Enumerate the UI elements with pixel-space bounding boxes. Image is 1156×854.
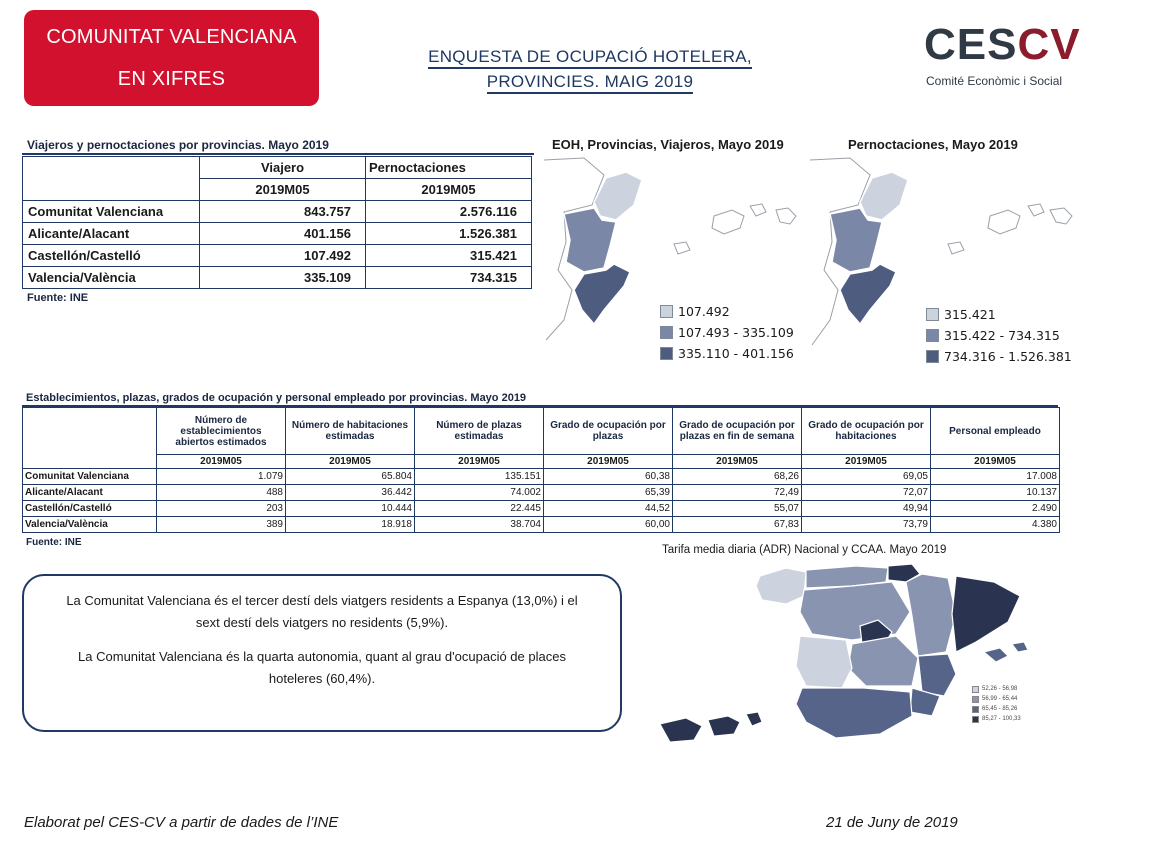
row-label: Comunitat Valenciana [23, 201, 200, 223]
table2-header-row [23, 408, 1060, 455]
period-cell: 2019M05 [415, 455, 544, 469]
summary-note [22, 574, 622, 732]
table-row [23, 267, 532, 289]
col-header-pernoctaciones: Pernoctaciones [366, 157, 532, 179]
table-cell: 10.444 [286, 501, 415, 517]
table-cell: 68,26 [673, 469, 802, 485]
logo-mark-a: CES [924, 20, 1018, 69]
table-cell: 65.804 [286, 469, 415, 485]
adr-navarra-aragon [906, 574, 956, 656]
col-header: Número de plazas estimadas [415, 408, 544, 455]
note-paragraph-2: La Comunitat Valenciana és la quarta autonomia, quant al grau d'ocupació de places hoteleres (60,4%). [78, 649, 566, 686]
col-header: Grado de ocupación por habitaciones [802, 408, 931, 455]
cell-pernoctaciones: 1.526.381 [366, 223, 532, 245]
table-establecimientos [22, 407, 1060, 533]
legend-swatch [926, 308, 939, 321]
row-label: Castellón/Castelló [23, 245, 200, 267]
period-cell: 2019M05 [673, 455, 802, 469]
logo-mark-b: CV [1017, 20, 1081, 69]
cell-viajero: 335.109 [200, 267, 366, 289]
legend-item [972, 694, 1021, 704]
legend-item [926, 346, 1072, 367]
table-cell: 74.002 [415, 485, 544, 501]
col-header: Número de establecimientos abiertos estimados [157, 408, 286, 455]
col-header-viajero: Viajero [200, 157, 366, 179]
legend-swatch [660, 326, 673, 339]
col-header: Grado de ocupación por plazas en fin de semana [673, 408, 802, 455]
adr-valencia [918, 654, 956, 696]
legend-swatch [926, 329, 939, 342]
row-label: Castellón/Castelló [23, 501, 157, 517]
table-cell: 72,49 [673, 485, 802, 501]
table-row [23, 245, 532, 267]
page-title [400, 44, 780, 94]
map2-coast-east [1050, 208, 1072, 224]
col-header: Grado de ocupación por plazas [544, 408, 673, 455]
table-cell: 10.137 [931, 485, 1060, 501]
adr-galicia [756, 568, 806, 604]
table-cell: 203 [157, 501, 286, 517]
table1-rule [22, 153, 534, 155]
map1-title: EOH, Provincias, Viajeros, Mayo 2019 [552, 137, 784, 152]
period-cell: 2019M05 [931, 455, 1060, 469]
adr-map-title: Tarifa media diaria (ADR) Nacional y CCAA. Mayo 2019 [662, 544, 947, 556]
cell-viajero: 401.156 [200, 223, 366, 245]
legend-swatch [660, 347, 673, 360]
legend-label: 85,27 - 100,33 [982, 716, 1021, 722]
legend-label: 52,26 - 56,98 [982, 686, 1018, 692]
table1-title: Viajeros y pernoctaciones por provincias. Mayo 2019 [27, 138, 329, 152]
table-cell: 49,94 [802, 501, 931, 517]
legend-label: 107.493 - 335.109 [678, 325, 794, 340]
table2-source: Fuente: INE [26, 537, 82, 548]
row-label: Valencia/València [23, 267, 200, 289]
map1-coast-east [776, 208, 796, 224]
table-viajeros-pernoctaciones [22, 156, 532, 289]
adr-legend [972, 684, 1021, 724]
table-cell: 44,52 [544, 501, 673, 517]
col-header: Personal empleado [931, 408, 1060, 455]
cescv-logo [924, 18, 1084, 98]
legend-item [660, 343, 794, 364]
cell-viajero: 843.757 [200, 201, 366, 223]
badge-line-1: COMUNITAT VALENCIANA [46, 25, 297, 48]
map1-castellon [594, 172, 642, 220]
legend-item [972, 684, 1021, 694]
header-blank [23, 408, 157, 469]
table-row [23, 223, 532, 245]
legend-label: 65,45 - 85,26 [982, 706, 1018, 712]
legend-label: 315.422 - 734.315 [944, 328, 1060, 343]
table-cell: 60,00 [544, 517, 673, 533]
legend-item [660, 322, 794, 343]
cell-pernoctaciones: 734.315 [366, 267, 532, 289]
row-label: Comunitat Valenciana [23, 469, 157, 485]
table-cell: 22.445 [415, 501, 544, 517]
legend-item [972, 714, 1021, 724]
period-cell: 2019M05 [802, 455, 931, 469]
table-cell: 60,38 [544, 469, 673, 485]
table-cell: 488 [157, 485, 286, 501]
logo-subtitle: Comité Econòmic i Social [926, 74, 1063, 88]
map1-alicante [574, 264, 630, 324]
table-cell: 38.704 [415, 517, 544, 533]
table-cell: 2.490 [931, 501, 1060, 517]
legend-swatch [926, 350, 939, 363]
table-cell: 389 [157, 517, 286, 533]
period-viajero: 2019M05 [200, 179, 366, 201]
legend-label: 107.492 [678, 304, 730, 319]
table-cell: 65,39 [544, 485, 673, 501]
period-cell: 2019M05 [286, 455, 415, 469]
table1-source: Fuente: INE [27, 292, 89, 304]
col-header: Número de habitaciones estimadas [286, 408, 415, 455]
period-cell: 2019M05 [544, 455, 673, 469]
legend-swatch [972, 716, 979, 723]
table-cell: 18.918 [286, 517, 415, 533]
legend-label: 56,99 - 65,44 [982, 696, 1018, 702]
adr-canarias [660, 712, 762, 742]
adr-castilla-leon [800, 582, 910, 640]
table-cell: 72,07 [802, 485, 931, 501]
footer-credit: Elaborat pel CES-CV a partir de dades de l’INE [24, 814, 339, 831]
cell-pernoctaciones: 2.576.116 [366, 201, 532, 223]
map1-islands [674, 204, 766, 254]
title-line-2: PROVINCIES. MAIG 2019 [487, 72, 694, 94]
legend-swatch [972, 706, 979, 713]
table-row [23, 201, 532, 223]
legend-label: 315.421 [944, 307, 996, 322]
map-adr-spain [656, 556, 1056, 756]
legend-item [660, 301, 794, 322]
note-paragraph-1: La Comunitat Valenciana és el tercer destí dels viatgers residents a Espanya (13,0%) i el sext destí dels viatgers no residents (5,9%). [66, 593, 578, 630]
table-header-row [23, 157, 532, 179]
map2-title: Pernoctaciones, Mayo 2019 [848, 137, 1018, 152]
region-badge [24, 10, 319, 106]
legend-swatch [660, 305, 673, 318]
table2-period-row [23, 455, 1060, 469]
period-pernoctaciones: 2019M05 [366, 179, 532, 201]
row-label: Alicante/Alacant [23, 223, 200, 245]
table-cell: 73,79 [802, 517, 931, 533]
adr-castilla-mancha [848, 636, 918, 686]
row-label: Alicante/Alacant [23, 485, 157, 501]
title-line-1: ENQUESTA DE OCUPACIÓ HOTELERA, [428, 47, 752, 69]
map1-legend [660, 301, 794, 364]
legend-swatch [972, 686, 979, 693]
period-cell: 2019M05 [157, 455, 286, 469]
legend-item [972, 704, 1021, 714]
table-cell: 17.008 [931, 469, 1060, 485]
legend-item [926, 325, 1072, 346]
table-row [23, 517, 1060, 533]
map2-islands [948, 204, 1044, 254]
adr-andalucia [796, 688, 912, 738]
map2-legend [926, 304, 1072, 367]
badge-line-2: EN XIFRES [117, 67, 226, 90]
row-label: Valencia/València [23, 517, 157, 533]
map2-castellon [860, 172, 908, 220]
footer-date: 21 de Juny de 2019 [826, 814, 958, 831]
legend-item [926, 304, 1072, 325]
table-cell: 4.380 [931, 517, 1060, 533]
table-cell: 69,05 [802, 469, 931, 485]
map2-alicante [840, 264, 896, 324]
adr-extremadura [796, 636, 852, 688]
legend-label: 734.316 - 1.526.381 [944, 349, 1072, 364]
table-cell: 135.151 [415, 469, 544, 485]
table-row [23, 485, 1060, 501]
header-blank [23, 157, 200, 201]
adr-cataluna [952, 576, 1020, 652]
table-row [23, 501, 1060, 517]
table-cell: 67,83 [673, 517, 802, 533]
table-cell: 36.442 [286, 485, 415, 501]
table-cell: 1.079 [157, 469, 286, 485]
legend-swatch [972, 696, 979, 703]
cell-viajero: 107.492 [200, 245, 366, 267]
table-cell: 55,07 [673, 501, 802, 517]
legend-label: 335.110 - 401.156 [678, 346, 794, 361]
cell-pernoctaciones: 315.421 [366, 245, 532, 267]
table-row [23, 469, 1060, 485]
adr-baleares [984, 642, 1028, 662]
table2-title: Establecimientos, plazas, grados de ocupación y personal empleado por provincias. Mayo 2019 [26, 392, 527, 404]
